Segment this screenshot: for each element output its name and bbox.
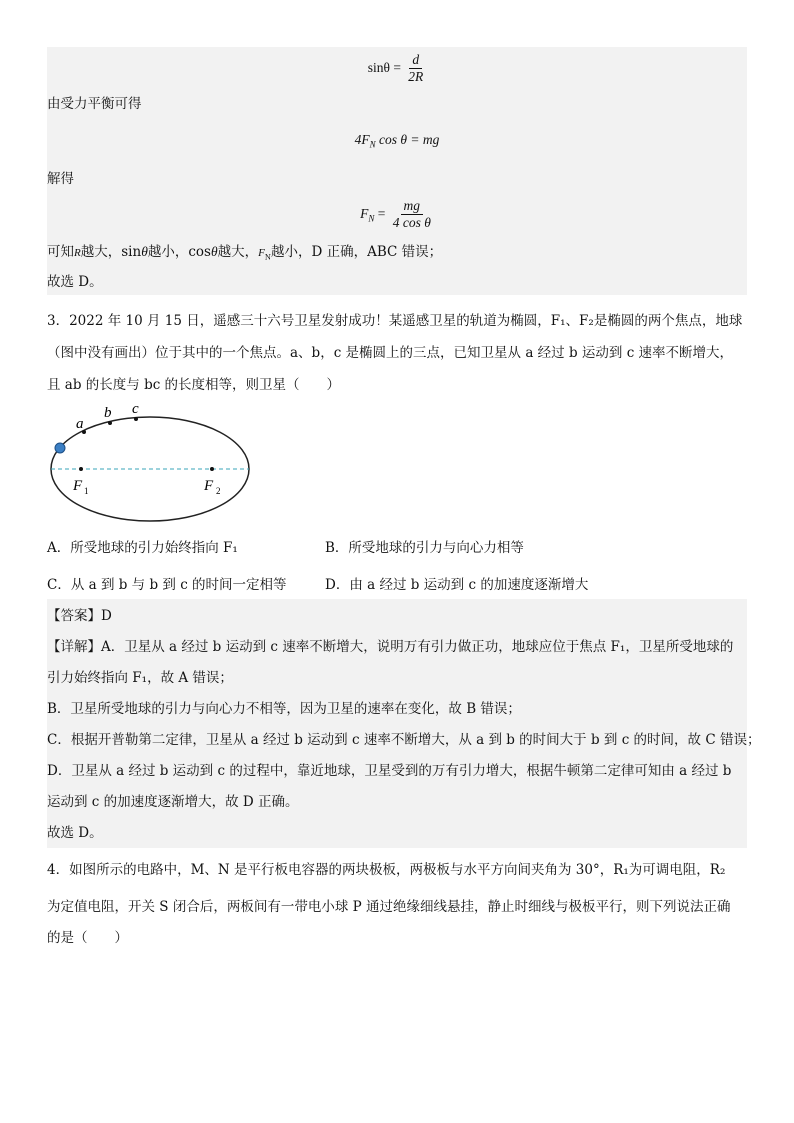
point-b	[108, 421, 112, 425]
conc-part: 越小，D 正确，ABC 错误；	[270, 244, 443, 260]
q4-line-2: 为定值电阻，开关 S 闭合后，两板间有一带电小球 P 通过绝缘细线悬挂，静止时细线与极板平行，则下列说法正确	[47, 899, 731, 915]
focus-f2	[210, 467, 214, 471]
satellite-icon	[55, 443, 65, 453]
q3-detail-1: 【详解】A．卫星从 a 经过 b 运动到 c 速率不断增大，说明万有引力做正功，地球应位于焦点 F₁，卫星所受地球的	[47, 639, 734, 655]
eq3-fraction	[390, 198, 434, 231]
q3-detail-5: D．卫星从 a 经过 b 运动到 c 的过程中，靠近地球，卫星受到的万有引力增大，根据牛顿第二定律可知由 a 经过 b	[47, 763, 732, 779]
conc-var-f-sub: N	[264, 253, 271, 262]
solution-final: 故选 D。	[47, 274, 103, 290]
q3-line-3: 且 ab 的长度与 bc 的长度相等，则卫星（ ）	[47, 377, 341, 393]
conc-part: 越大，	[217, 244, 259, 260]
eq1-lhs: sinθ =	[367, 60, 401, 75]
conc-part: 越大，sin	[80, 244, 142, 260]
conc-part: 越小，cos	[147, 244, 211, 260]
label-c: c	[132, 401, 139, 417]
conc-var-theta: θ	[141, 244, 148, 259]
conc-part: 可知	[47, 244, 74, 260]
eq1-fraction	[405, 52, 426, 85]
q3-line-2: （图中没有画出）位于其中的一个焦点。a、b，c 是椭圆上的三点，已知卫星从 a 经过 b 运动到 c 速率不断增大，	[47, 345, 734, 361]
q3-answer: 【答案】D	[47, 608, 112, 624]
conc-var-theta: θ	[210, 244, 218, 259]
eq1-denominator: 2R	[408, 69, 424, 84]
q3-option-d: D．由 a 经过 b 运动到 c 的加速度逐渐增大	[325, 577, 589, 593]
equation-sin-theta	[47, 52, 747, 88]
eq2-subscript: N	[369, 139, 376, 150]
q3-detail-6: 运动到 c 的加速度逐渐增大，故 D 正确。	[47, 794, 299, 810]
label-a: a	[76, 416, 84, 432]
q3-detail-4: C．根据开普勒第二定律，卫星从 a 经过 b 运动到 c 速率不断增大，从 a 到 b 的时间大于 b 到 c 的时间，故 C 错误；	[47, 732, 761, 748]
solution-text-force-balance: 由受力平衡可得	[47, 96, 142, 112]
focus-f1	[79, 467, 83, 471]
eq2-main: 4F	[354, 132, 370, 147]
equation-force-balance	[47, 131, 747, 154]
eq1-numerator: d	[409, 52, 422, 69]
q3-line-1: 3．2022 年 10 月 15 日，遥感三十六号卫星发射成功！某遥感卫星的轨道为椭圆，F₁、F₂是椭圆的两个焦点，地球	[47, 313, 743, 329]
label-b: b	[104, 405, 112, 421]
equation-fn	[47, 198, 747, 234]
eq2-rest: cos θ = mg	[375, 132, 440, 147]
conc-var-f: F	[258, 247, 265, 259]
conc-var-r: R	[74, 247, 81, 259]
eq3-equals: =	[374, 206, 386, 221]
q3-option-c: C．从 a 到 b 与 b 到 c 的时间一定相等	[47, 577, 287, 593]
solution-text-solve: 解得	[47, 171, 74, 187]
q4-line-1: 4．如图所示的电路中，M、N 是平行板电容器的两块极板，两极板与水平方向间夹角为 30°，R₁为可调电阻，R₂	[47, 862, 726, 878]
q3-option-a: A．所受地球的引力始终指向 F₁	[47, 540, 238, 556]
q3-detail-7: 故选 D。	[47, 825, 103, 841]
q4-line-3: 的是（ ）	[47, 930, 128, 946]
solution-conclusion	[47, 243, 747, 267]
label-f1: F	[73, 478, 83, 494]
label-f2-sub: 2	[216, 486, 221, 496]
eq3-numerator: mg	[401, 198, 424, 215]
orbit-figure	[40, 398, 270, 528]
q3-detail-2: 引力始终指向 F₁，故 A 错误；	[47, 670, 233, 686]
eq3-lhs: F	[360, 206, 369, 221]
label-f1-sub: 1	[84, 486, 89, 496]
eq3-lhs-subscript: N	[368, 213, 375, 224]
label-f2: F	[204, 478, 214, 494]
q3-detail-3: B．卫星所受地球的引力与向心力不相等，因为卫星的速率在变化，故 B 错误；	[47, 701, 521, 717]
point-c	[134, 417, 138, 421]
q3-option-b: B．所受地球的引力与向心力相等	[325, 540, 524, 556]
eq3-denominator: 4 cos θ	[392, 215, 431, 230]
